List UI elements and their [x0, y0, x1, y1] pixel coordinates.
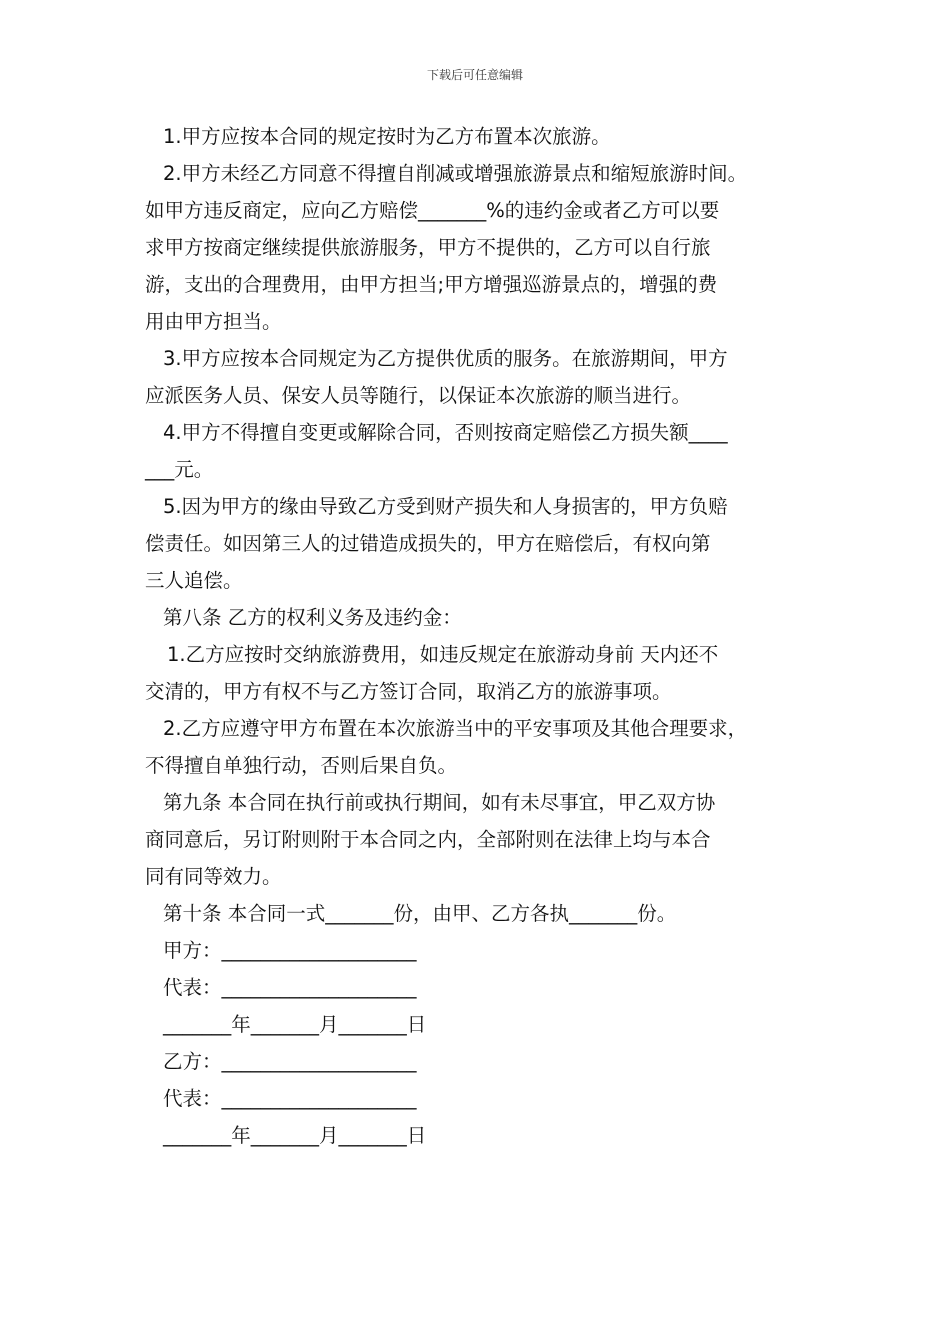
party-b-representative-line: 代表：____________________	[163, 1087, 417, 1110]
clause-7-item-3-cont: 应派医务人员、保安人员等随行，以保证本次旅游的顺当进行。	[145, 384, 692, 407]
party-a-signature-line: 甲方：____________________	[163, 939, 417, 962]
clause-7-item-4-cont: ___元。	[145, 458, 214, 481]
party-b-signature-line: 乙方：____________________	[163, 1050, 417, 1073]
clause-7-item-5-cont: 偿责任。如因第三人的过错造成损失的，甲方在赔偿后，有权向第	[145, 532, 711, 555]
clause-7-item-3: 3.甲方应按本合同规定为乙方提供优质的服务。在旅游期间，甲方	[163, 347, 728, 370]
clause-7-item-5: 5.因为甲方的缘由导致乙方受到财产损失和人身损害的，甲方负赔	[163, 495, 728, 518]
clause-7-item-5-cont: 三人追偿。	[145, 569, 243, 592]
clause-9-cont: 同有同等效力。	[145, 865, 282, 888]
clause-8-item-2-cont: 不得擅自单独行动，否则后果自负。	[145, 754, 458, 777]
clause-7-item-2-cont: 如甲方违反商定，应向乙方赔偿_______%的违约金或者乙方可以要	[145, 199, 720, 222]
party-a-date-line: _______年_______月_______日	[163, 1013, 427, 1036]
clause-7-item-1: 1.甲方应按本合同的规定按时为乙方布置本次旅游。	[163, 125, 611, 148]
clause-7-item-2-cont: 游，支出的合理费用，由甲方担当;甲方增强巡游景点的，增强的费	[145, 273, 718, 296]
clause-8-heading: 第八条 乙方的权利义务及违约金：	[163, 606, 462, 629]
clause-7-item-2: 2.甲方未经乙方同意不得擅自削减或增强旅游景点和缩短旅游时间。	[163, 162, 748, 185]
clause-7-item-2-cont: 用由甲方担当。	[145, 310, 282, 333]
contract-body	[145, 118, 813, 1154]
clause-8-item-2: 2.乙方应遵守甲方布置在本次旅游当中的平安事项及其他合理要求，	[163, 717, 748, 740]
page-header: 下载后可任意编辑	[426, 68, 523, 82]
clause-9-cont: 商同意后，另订附则附于本合同之内，全部附则在法律上均与本合	[145, 828, 711, 851]
party-a-representative-line: 代表：____________________	[163, 976, 417, 999]
clause-8-item-1-cont: 交清的，甲方有权不与乙方签订合同，取消乙方的旅游事项。	[145, 680, 672, 703]
clause-8-item-1: 1.乙方应按时交纳旅游费用，如违反规定在旅游动身前 天内还不	[167, 643, 719, 666]
clause-10: 第十条 本合同一式_______份，由甲、乙方各执_______份。	[163, 902, 677, 925]
clause-9: 第九条 本合同在执行前或执行期间，如有未尽事宜，甲乙双方协	[163, 791, 716, 814]
clause-7-item-4: 4.甲方不得擅自变更或解除合同，否则按商定赔偿乙方损失额____	[163, 421, 728, 444]
party-b-date-line: _______年_______月_______日	[163, 1124, 427, 1147]
clause-7-item-2-cont: 求甲方按商定继续提供旅游服务，甲方不提供的，乙方可以自行旅	[145, 236, 711, 259]
